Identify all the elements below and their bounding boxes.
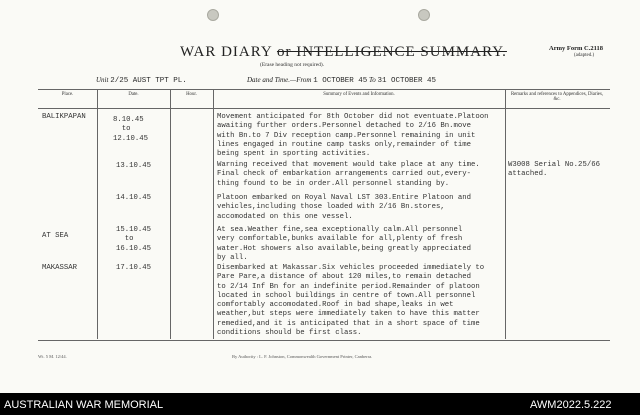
entry-date: 14.10.45 [116, 194, 152, 202]
form-reference: Army Form C.2118 [549, 45, 603, 52]
column-header-summary: Summary of Events and Information. [323, 92, 395, 97]
to-value: 31 OCTOBER 45 [377, 77, 437, 85]
unit-value: 2/25 AUST TPT PL. [110, 77, 187, 85]
unit-line: Unit 2/25 AUST TPT PL. [96, 76, 187, 85]
date-line: Date and Time.—From 1 OCTOBER 45 To 31 OCTOBER 45 [247, 76, 437, 85]
punch-hole [418, 9, 430, 21]
footer-print-code: Wt. 5 M. 12/44. [38, 354, 67, 359]
entry-date: 8.10.45 to 12.10.45 [113, 116, 149, 143]
form-subtitle: (adapted.) [574, 53, 595, 58]
column-header-place: Place. [61, 92, 74, 97]
footer-printer: By Authority : L. F. Johnston, Commonwealth Government Printer, Canberra. [232, 354, 373, 359]
entry-date: 13.10.45 [116, 162, 152, 170]
punch-hole [207, 9, 219, 21]
column-header-date: Date. [128, 92, 139, 97]
entry-summary: Warning received that movement would take place at any time. Final check of embarkation arrangements carried out,every- thing found to be in order.All personnel standing by. [217, 161, 480, 188]
entry-summary: Disembarked at Makassar.Six vehicles proceeded immediately to Pare Pare,a distance of about 120 miles,to remain detached to 2/14 Inf Bn for an indefinite period.Remainder of platoon located in school buildings in centre of town.All personnel comfortably accomodated.Roof in bad shape,leaks in wet weather,but steps were immediately taken to have this matter remedied,and it is anticipated that in a short space of time conditions should be first class. [217, 264, 485, 338]
archive-caption: AUSTRALIAN WAR MEMORIAL [4, 399, 164, 411]
entry-remarks: W3008 Serial No.25/66 attached. [508, 161, 600, 179]
heading-note: (Erase heading not required). [260, 62, 325, 68]
from-value: 1 OCTOBER 45 [313, 77, 368, 85]
entry-place: BALIKPAPAN [42, 113, 86, 121]
entry-date: 17.10.45 [116, 264, 152, 272]
entry-summary: Platoon embarked on Royal Naval LST 303.Entire Platoon and vehicles,including those loaded with 2/16 Bn.stores, accomodated on this one vessel. [217, 194, 471, 221]
page-title: WAR DIARY or INTELLIGENCE SUMMARY. [180, 44, 507, 60]
column-header-hour: Hour. [186, 92, 197, 97]
entry-place: MAKASSAR [42, 264, 78, 272]
entry-date: 15.10.45 to 16.10.45 [116, 226, 152, 253]
archive-id: AWM2022.5.222 [530, 399, 612, 411]
entry-summary: Movement anticipated for 8th October did not eventuate.Platoon awaiting further orders.Personnel detached to 2/16 Bn.move with Bn.to 7 Div reception camp.Personnel remaining in unit lines engaged in routine camp tasks only,remainder of time being spent in sporting activities. [217, 113, 489, 159]
column-header-remarks: Remarks and references to Appendices, Diaries, &c. [510, 92, 604, 103]
entry-place: AT SEA [42, 232, 69, 240]
entry-summary: At sea.Weather fine,sea exceptionally calm.All personnel very comfortable,bunks available for all,plenty of fresh water.Hot showers also available,being greatly appreciated by all. [217, 226, 471, 262]
